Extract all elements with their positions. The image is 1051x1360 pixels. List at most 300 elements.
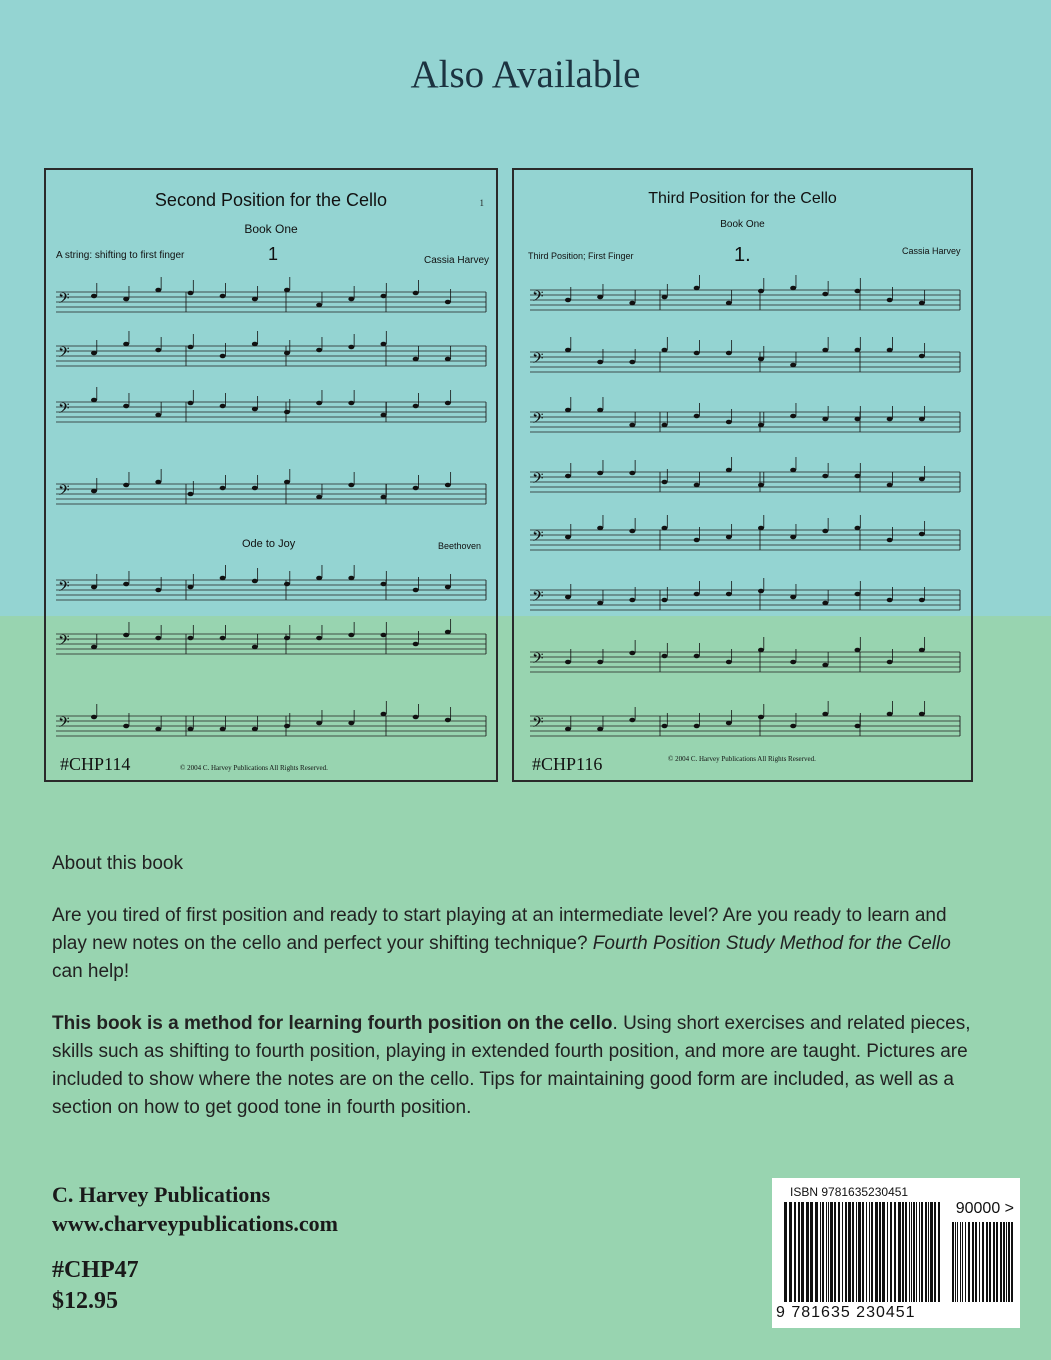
barcode-bar (955, 1222, 956, 1302)
note-head (445, 300, 451, 305)
note-head (629, 360, 635, 365)
note-head (284, 410, 290, 415)
barcode-bar (916, 1202, 917, 1302)
barcode-bar (852, 1202, 854, 1302)
note-head (758, 526, 764, 531)
note-head (629, 301, 635, 306)
bass-clef: 𝄢 (58, 344, 70, 365)
barcode-bar (968, 1222, 970, 1302)
note-head (662, 480, 668, 485)
barcode-bar (845, 1202, 847, 1302)
note-head (348, 721, 354, 726)
note-head (758, 589, 764, 594)
note-head (790, 660, 796, 665)
note-head (887, 660, 893, 665)
book-subtitle: Book One (244, 222, 298, 236)
note-head (822, 601, 828, 606)
barcode-bar (982, 1222, 984, 1302)
note-head (694, 538, 700, 543)
note-head (726, 351, 732, 356)
barcode-bar (1006, 1222, 1007, 1302)
note-head (694, 592, 700, 597)
barcode-bar (1000, 1222, 1002, 1302)
product-code: #CHP47 (52, 1257, 139, 1283)
note-head (919, 712, 925, 717)
note-head (629, 471, 635, 476)
barcode-bar (1011, 1222, 1013, 1302)
note-head (629, 598, 635, 603)
barcode-bar (822, 1202, 824, 1302)
note-head (284, 288, 290, 293)
isbn-barcode (772, 1178, 1020, 1328)
barcode-bar (957, 1222, 958, 1302)
bass-clef: 𝄢 (532, 288, 544, 309)
staff (530, 578, 960, 610)
barcode-bar (820, 1202, 821, 1302)
about-paragraph-1: Are you tired of first position and ready to start playing at an intermediate level? Are you ready to learn and play new notes on the cello and perfect your shifting technique? Fourth Position Study Method for the Cello can help! (52, 905, 951, 982)
exercise-number: 1. (734, 244, 751, 266)
bass-clef: 𝄢 (58, 632, 70, 653)
note-head (445, 718, 451, 723)
note-head (919, 301, 925, 306)
note-head (91, 398, 97, 403)
barcode-digits: 9 781635 230451 (776, 1304, 916, 1321)
note-head (413, 291, 419, 296)
barcode-bar (911, 1202, 912, 1302)
barcode-bar (810, 1202, 813, 1302)
note-head (316, 303, 322, 308)
bass-clef: 𝄢 (532, 528, 544, 549)
note-head (188, 636, 194, 641)
note-head (758, 483, 764, 488)
note-head (790, 414, 796, 419)
book-author: Cassia Harvey (902, 246, 961, 256)
note-head (694, 654, 700, 659)
note-head (855, 526, 861, 531)
note-head (252, 297, 258, 302)
note-head (220, 486, 226, 491)
note-head (887, 538, 893, 543)
note-head (822, 292, 828, 297)
book-code: #CHP114 (60, 754, 131, 774)
note-head (919, 417, 925, 422)
note-head (284, 636, 290, 641)
note-head (91, 294, 97, 299)
note-head (413, 486, 419, 491)
note-head (220, 354, 226, 359)
note-head (694, 414, 700, 419)
note-head (790, 724, 796, 729)
note-head (758, 357, 764, 362)
note-head (694, 286, 700, 291)
barcode-bar (938, 1202, 940, 1302)
note-head (445, 401, 451, 406)
note-head (597, 295, 603, 300)
note-head (790, 595, 796, 600)
note-head (887, 598, 893, 603)
note-head (381, 413, 387, 418)
staff (530, 701, 960, 736)
note-head (790, 535, 796, 540)
note-head (123, 404, 129, 409)
piece-title: Ode to Joy (242, 538, 296, 550)
note-head (155, 480, 161, 485)
barcode-bar (890, 1202, 892, 1302)
barcode-bar (909, 1202, 910, 1302)
barcode-bar (1003, 1222, 1005, 1302)
barcode-bar (828, 1202, 829, 1302)
note-head (597, 408, 603, 413)
note-head (252, 579, 258, 584)
barcode-bar (989, 1222, 991, 1302)
note-head (887, 483, 893, 488)
note-head (445, 630, 451, 635)
barcode-bar (848, 1202, 851, 1302)
barcode-bar (898, 1202, 901, 1302)
note-head (381, 495, 387, 500)
note-head (123, 633, 129, 638)
note-head (220, 404, 226, 409)
barcode-bar (866, 1202, 867, 1302)
note-head (855, 648, 861, 653)
note-head (662, 526, 668, 531)
note-head (694, 483, 700, 488)
note-head (565, 348, 571, 353)
note-head (597, 727, 603, 732)
barcode-bar (905, 1202, 907, 1302)
note-head (694, 351, 700, 356)
barcode-bar (789, 1202, 792, 1302)
note-head (790, 286, 796, 291)
note-head (855, 474, 861, 479)
note-head (445, 483, 451, 488)
note-head (597, 471, 603, 476)
note-head (597, 660, 603, 665)
bass-clef: 𝄢 (58, 714, 70, 735)
barcode-bar (830, 1202, 833, 1302)
book-preview-second-position (44, 168, 498, 782)
note-head (284, 582, 290, 587)
note-head (348, 401, 354, 406)
staff (56, 277, 486, 312)
note-head (855, 417, 861, 422)
note-head (662, 348, 668, 353)
note-head (155, 727, 161, 732)
note-head (155, 288, 161, 293)
note-head (662, 724, 668, 729)
note-head (123, 582, 129, 587)
note-head (155, 588, 161, 593)
note-head (252, 645, 258, 650)
note-head (919, 354, 925, 359)
staff (530, 275, 960, 310)
barcode-bar (925, 1202, 927, 1302)
staff (530, 337, 960, 372)
barcode-bar (979, 1222, 980, 1302)
bass-clef: 𝄢 (532, 410, 544, 431)
note-head (822, 348, 828, 353)
barcode-bar (919, 1202, 920, 1302)
bass-clef: 𝄢 (58, 482, 70, 503)
barcode-bar (930, 1202, 933, 1302)
note-head (662, 654, 668, 659)
note-head (188, 727, 194, 732)
barcode-bar (875, 1202, 878, 1302)
barcode-bar (972, 1222, 974, 1302)
barcode-bar (965, 1222, 966, 1302)
bass-clef: 𝄢 (532, 588, 544, 609)
note-head (726, 535, 732, 540)
note-head (316, 636, 322, 641)
staff (530, 637, 960, 672)
note-head (565, 727, 571, 732)
copyright-line: © 2004 C. Harvey Publications All Rights Reserved. (180, 764, 328, 772)
note-head (155, 413, 161, 418)
note-head (188, 585, 194, 590)
bass-clef: 𝄢 (58, 400, 70, 421)
barcode-bar (806, 1202, 809, 1302)
barcode-bar (842, 1202, 843, 1302)
note-head (919, 477, 925, 482)
publisher-name: C. Harvey Publications (52, 1182, 271, 1207)
note-head (597, 360, 603, 365)
note-head (155, 636, 161, 641)
about-section (52, 850, 982, 1146)
note-head (822, 712, 828, 717)
barcode-bar (879, 1202, 881, 1302)
book-subtitle: Book One (720, 219, 765, 230)
barcode-bar (934, 1202, 936, 1302)
note-head (381, 712, 387, 717)
also-available-heading: Also Available (410, 53, 641, 96)
note-head (220, 576, 226, 581)
note-head (381, 294, 387, 299)
copyright-line: © 2004 C. Harvey Publications All Rights Reserved. (668, 755, 816, 763)
note-head (348, 576, 354, 581)
note-head (662, 598, 668, 603)
barcode-bar (913, 1202, 915, 1302)
note-head (445, 357, 451, 362)
note-head (188, 291, 194, 296)
note-head (316, 348, 322, 353)
barcode-bar (1008, 1222, 1010, 1302)
note-head (252, 407, 258, 412)
note-head (155, 348, 161, 353)
barcode-bar (794, 1202, 796, 1302)
barcode-bar (834, 1202, 836, 1302)
barcode-bar (952, 1222, 954, 1302)
staff (56, 469, 486, 504)
note-head (855, 348, 861, 353)
note-head (565, 408, 571, 413)
note-head (413, 357, 419, 362)
barcode-bar (784, 1202, 787, 1302)
note-head (726, 420, 732, 425)
note-head (413, 404, 419, 409)
exercise-number: 1 (268, 244, 279, 264)
barcode-bar (996, 1222, 998, 1302)
note-head (348, 297, 354, 302)
note-head (726, 592, 732, 597)
exercise-label: A string: shifting to first finger (56, 250, 185, 261)
note-head (381, 342, 387, 347)
barcode-bar (928, 1202, 929, 1302)
note-head (316, 721, 322, 726)
book-title: Second Position for the Cello (154, 190, 388, 210)
note-head (316, 576, 322, 581)
note-head (381, 582, 387, 587)
note-head (758, 648, 764, 653)
note-head (252, 727, 258, 732)
book-preview-third-position (512, 168, 973, 782)
note-head (758, 423, 764, 428)
bass-clef: 𝄢 (58, 290, 70, 311)
note-head (91, 645, 97, 650)
barcode-bar (869, 1202, 870, 1302)
note-head (220, 294, 226, 299)
note-head (565, 535, 571, 540)
note-head (123, 342, 129, 347)
note-head (91, 351, 97, 356)
note-head (188, 345, 194, 350)
note-head (381, 633, 387, 638)
staff (56, 619, 486, 654)
note-head (220, 727, 226, 732)
note-head (91, 585, 97, 590)
note-head (348, 345, 354, 350)
isbn-label: ISBN 9781635230451 (790, 1185, 909, 1199)
note-head (284, 480, 290, 485)
publisher-block (52, 1180, 338, 1238)
note-head (445, 585, 451, 590)
note-head (822, 417, 828, 422)
note-head (629, 529, 635, 534)
publisher-website: www.charveypublications.com (52, 1211, 338, 1236)
about-heading: About this book (52, 853, 183, 874)
note-head (123, 483, 129, 488)
note-head (413, 642, 419, 647)
note-head (887, 417, 893, 422)
barcode-bar (801, 1202, 804, 1302)
note-head (758, 289, 764, 294)
barcode-bar (871, 1202, 873, 1302)
barcode-bar (894, 1202, 896, 1302)
note-head (348, 633, 354, 638)
product-price: $12.95 (52, 1288, 118, 1314)
note-head (348, 483, 354, 488)
note-head (91, 715, 97, 720)
note-head (316, 495, 322, 500)
note-head (629, 718, 635, 723)
book-title-italic: Fourth Position Study Method for the Cello (592, 933, 951, 954)
about-paragraph-2: This book is a method for learning fourth position on the cello. Using short exercises and related pieces, skills such as shifting to fourth position, playing in extended fourth position, and more are taught. Pictures are included to show where the notes are on the cello. Tips for maintaining good form are included, as well as a section on how to get good tone in fourth position. (52, 1013, 971, 1118)
note-head (822, 529, 828, 534)
barcode-bar (962, 1222, 963, 1302)
barcode-bar (986, 1222, 988, 1302)
note-head (597, 601, 603, 606)
book-code: #CHP116 (532, 754, 603, 774)
piece-composer: Beethoven (438, 541, 482, 551)
note-head (726, 721, 732, 726)
note-head (790, 363, 796, 368)
staff (56, 387, 486, 422)
staff (56, 565, 486, 600)
note-head (629, 423, 635, 428)
barcode-bar (993, 1222, 995, 1302)
note-head (919, 598, 925, 603)
barcode-bar (838, 1202, 840, 1302)
barcode-bar (815, 1202, 818, 1302)
note-head (855, 724, 861, 729)
bass-clef: 𝄢 (58, 578, 70, 599)
note-head (855, 289, 861, 294)
bass-clef: 𝄢 (532, 470, 544, 491)
note-head (188, 401, 194, 406)
page-number: 1 (479, 198, 484, 208)
note-head (284, 724, 290, 729)
note-head (252, 486, 258, 491)
note-head (565, 474, 571, 479)
note-head (758, 715, 764, 720)
note-head (597, 526, 603, 531)
note-head (887, 348, 893, 353)
note-head (188, 492, 194, 497)
book-author: Cassia Harvey (424, 255, 490, 266)
note-head (123, 724, 129, 729)
note-head (662, 295, 668, 300)
barcode-bar (882, 1202, 885, 1302)
note-head (316, 401, 322, 406)
about-bold-lead: This book is a method for learning fourth position on the cello (52, 1013, 613, 1034)
note-head (726, 660, 732, 665)
note-head (565, 660, 571, 665)
note-head (629, 651, 635, 656)
note-head (565, 595, 571, 600)
exercise-label: Third Position; First Finger (528, 251, 634, 261)
barcode-bar (887, 1202, 888, 1302)
note-head (919, 648, 925, 653)
note-head (790, 468, 796, 473)
note-head (413, 588, 419, 593)
note-head (565, 298, 571, 303)
barcode-bar (960, 1222, 961, 1302)
note-head (887, 712, 893, 717)
note-head (855, 592, 861, 597)
barcode-bar (862, 1202, 864, 1302)
barcode-bar (902, 1202, 904, 1302)
staff (530, 457, 960, 492)
barcode-bar (921, 1202, 923, 1302)
bass-clef: 𝄢 (532, 650, 544, 671)
book-title: Third Position for the Cello (648, 190, 837, 207)
staff (56, 701, 486, 736)
note-head (284, 351, 290, 356)
note-head (822, 663, 828, 668)
product-block (52, 1255, 139, 1317)
note-head (123, 297, 129, 302)
note-head (413, 715, 419, 720)
barcode-bar (798, 1202, 800, 1302)
staff (530, 515, 960, 550)
bass-clef: 𝄢 (532, 714, 544, 735)
note-head (252, 342, 258, 347)
price-code: 90000 > (955, 1200, 1014, 1217)
barcode-bar (975, 1222, 977, 1302)
note-head (887, 298, 893, 303)
staff (56, 331, 486, 366)
note-head (919, 532, 925, 537)
note-head (662, 423, 668, 428)
